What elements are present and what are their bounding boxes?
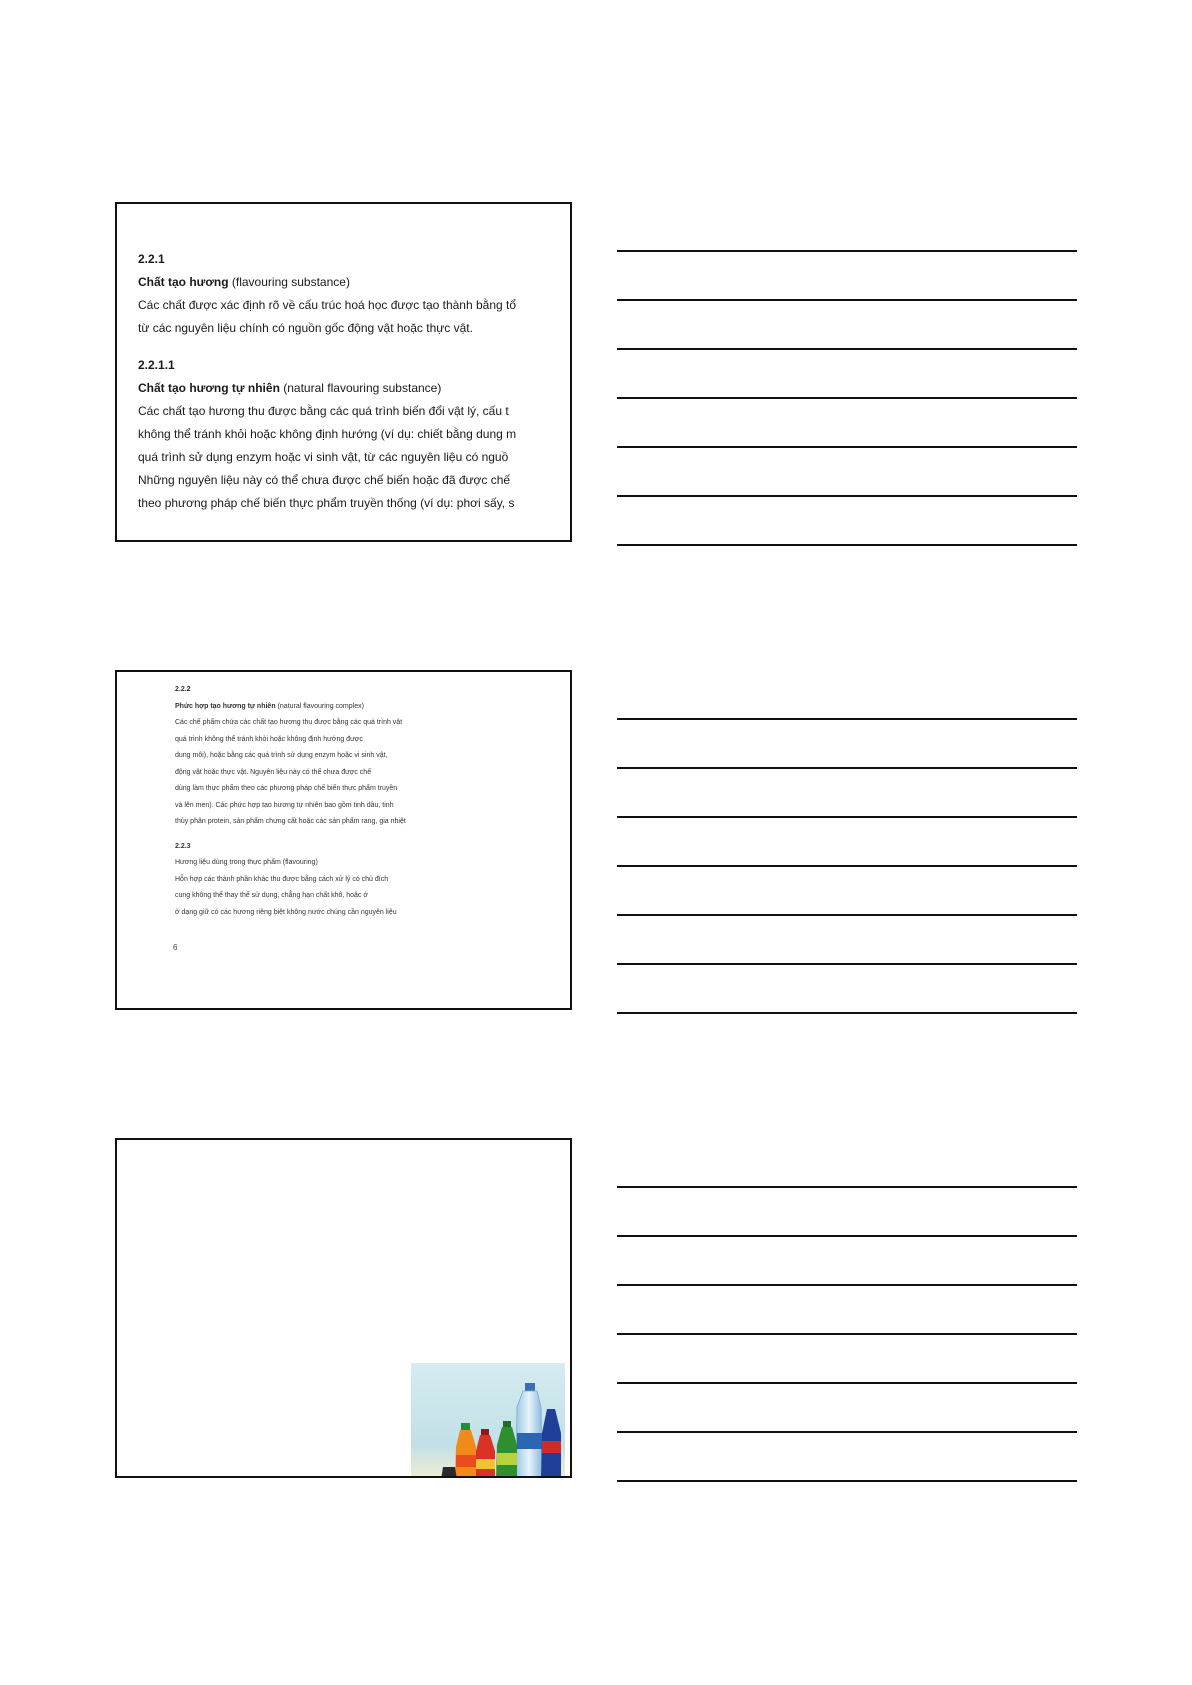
body-line: động vật hoặc thực vật. Nguyên liệu này có thể chưa được chế — [175, 768, 372, 776]
section-heading — [175, 855, 497, 872]
section-heading — [175, 699, 497, 716]
section-term: Chất tạo hương — [138, 275, 229, 289]
note-line — [617, 1480, 1077, 1482]
note-line — [617, 1431, 1077, 1433]
body-line: dùng làm thực phẩm theo các phương pháp chế biến thực phẩm truyền — [175, 785, 398, 792]
note-line — [617, 1382, 1077, 1384]
section-term: Hương liệu dùng trong thực phẩm — [175, 859, 281, 866]
slide-2 — [115, 670, 572, 1010]
slide-1-content — [138, 248, 568, 515]
note-line — [617, 767, 1077, 769]
note-line — [617, 914, 1077, 916]
section-number: 2.2.1.1 — [138, 358, 175, 372]
note-line — [617, 299, 1077, 301]
body-line: và lên men). Các phức hợp tạo hương tự nhiên bao gồm tinh dầu, tinh — [175, 801, 394, 809]
body-line: theo phương pháp chế biến thực phẩm truyền thống (ví dụ: phơi sấy, s — [138, 496, 515, 510]
note-line — [617, 963, 1077, 965]
body-line: cung không thể thay thế sử dụng, chẳng hạn chất khô, hoặc ở — [175, 892, 368, 899]
body-line: không thể tránh khỏi hoặc không định hướng (ví dụ: chiết bằng dung m — [138, 427, 517, 441]
section-heading — [138, 271, 568, 294]
note-line — [617, 495, 1077, 497]
note-line — [617, 816, 1077, 818]
body-line: Những nguyên liệu này có thể chưa được chế biến hoặc đã được chế — [138, 473, 511, 487]
body-line: quá trình sử dụng enzym hoặc vi sinh vật, từ các nguyên liệu có nguồ — [138, 450, 509, 464]
section-term: Chất tạo hương tự nhiên — [138, 381, 280, 395]
body-line: thủy phân protein, sản phẩm chưng cất hoặc các sản phẩm rang, gia nhiệt — [175, 818, 406, 825]
section-number: 2.2.3 — [175, 842, 191, 850]
note-line — [617, 1012, 1077, 1014]
notes-lines-3 — [617, 1138, 1077, 1478]
note-line — [617, 1284, 1077, 1286]
section-heading — [138, 377, 568, 400]
note-line — [617, 544, 1077, 546]
page-number: 6 — [173, 943, 178, 952]
note-line — [617, 1186, 1077, 1188]
section-number: 2.2.1 — [138, 252, 165, 266]
section-term-en: (flavouring substance) — [231, 275, 350, 289]
note-line — [617, 1235, 1077, 1237]
note-line — [617, 397, 1077, 399]
note-line — [617, 446, 1077, 448]
body-line: ở dạng giữ có các hương riêng biệt không nước chúng cần nguyên liệu — [175, 908, 397, 916]
note-line — [617, 718, 1077, 720]
notes-lines-1 — [617, 202, 1077, 542]
note-line — [617, 250, 1077, 252]
note-line — [617, 865, 1077, 867]
section-term-en: (natural flavouring substance) — [283, 381, 442, 395]
soft-drink-bottles-image — [411, 1363, 565, 1478]
body-line: Các chế phẩm chứa các chất tạo hương thu được bằng các quá trình vật — [175, 719, 403, 726]
section-term-en: (natural flavouring complex) — [277, 702, 364, 710]
note-line — [617, 348, 1077, 350]
slide-3 — [115, 1138, 572, 1478]
note-line — [617, 1333, 1077, 1335]
section-term-en: (flavouring) — [282, 859, 318, 866]
body-line: dung môi), hoặc bằng các quá trình sử dụng enzym hoặc vi sinh vật, — [175, 752, 388, 759]
body-line: từ các nguyên liệu chính có nguồn gốc động vật hoặc thực vật. — [138, 321, 473, 335]
section-number: 2.2.2 — [175, 686, 191, 693]
slide-1 — [115, 202, 572, 542]
body-line: Hỗn hợp các thành phần khác thu được bằng cách xử lý có chủ đích — [175, 875, 389, 883]
slide-2-content — [175, 682, 497, 921]
section-term: Phức hợp tạo hương tự nhiên — [175, 702, 276, 710]
body-line: Các chất tạo hương thu được bằng các quá trình biến đổi vật lý, cấu t — [138, 404, 509, 418]
body-line: quá trình không thể tránh khỏi hoặc không định hướng được — [175, 735, 363, 743]
body-line: Các chất được xác định rõ về cấu trúc hoá học được tạo thành bằng tổ — [138, 298, 517, 312]
notes-lines-2 — [617, 670, 1077, 1010]
